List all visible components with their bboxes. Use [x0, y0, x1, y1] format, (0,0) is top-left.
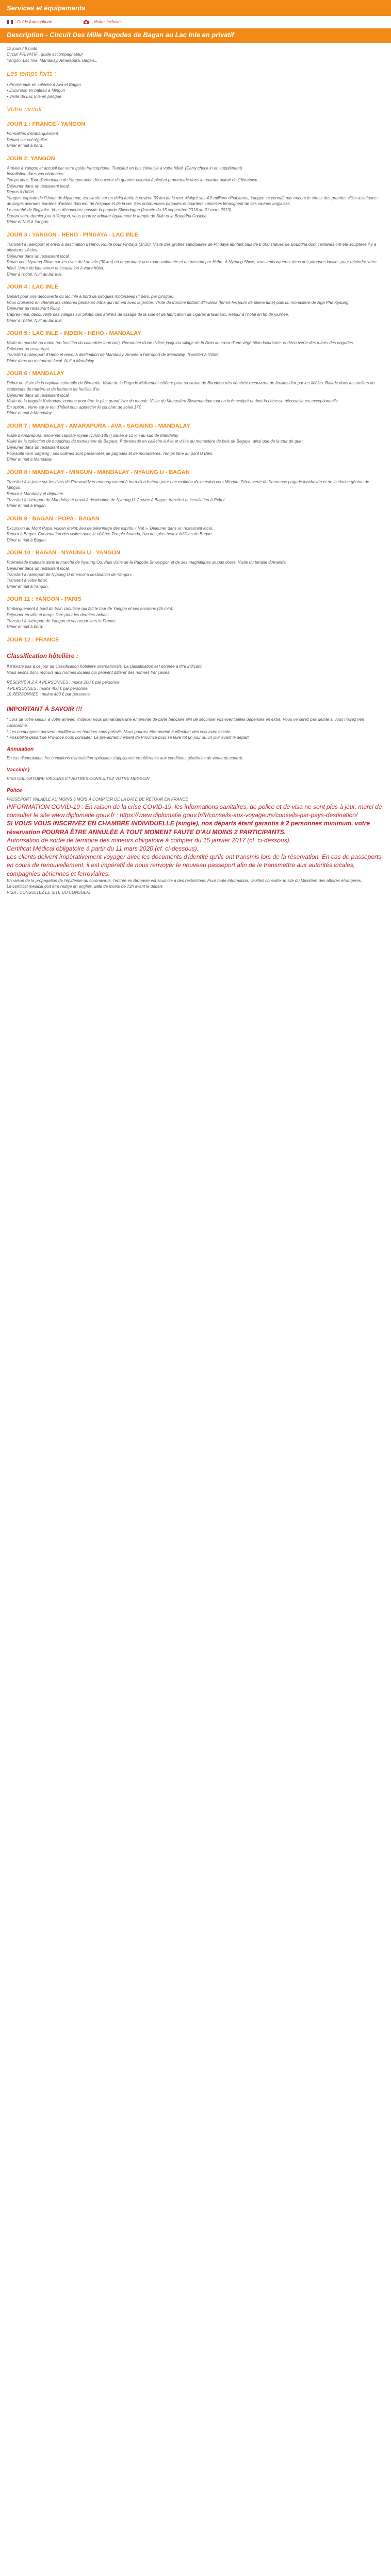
day-line: Dîner et nuit à Mandalay.	[7, 457, 53, 462]
description-bar	[0, 28, 391, 43]
important-line: * Lors de votre séjour, à votre arrivée, l'hôtelier vous demandera une empreinte de carte bancaire afin de sécuriser vos éventuelles dépenses en extra. Vous ne serez pas débité si vous n'avez rien consommé.	[7, 717, 364, 728]
day-line: Déjeuner dans un restaurant local.	[7, 253, 70, 259]
section-title: Services et équipements	[7, 4, 86, 12]
day-line: Dîner à l'hôtel. Nuit au lac Inle.	[7, 318, 63, 323]
day-heading: JOUR 3 : YANGON - HEHO - PINDAYA - LAC INLE	[7, 231, 139, 238]
intro-type: Circuit PRIVATIF , guide accompagnateur	[7, 52, 83, 57]
day-heading: JOUR 10 : BAGAN - NYAUNG U - YANGON	[7, 550, 121, 556]
footer-note: VISA : CONSULTEZ LE SITE DU CONSULAT	[7, 890, 91, 895]
guide-icon	[7, 19, 13, 25]
important-line: * Les compagnies peuvent modifier leurs horaires sans préavis. Vous pourrez être amené à effectuer des vols avec escale.	[7, 729, 232, 734]
day-line: Poursuite vers Sagaing : ses collines sont parsemées de pagodes et de monastères. Temps libre au pont U Bein.	[7, 451, 214, 456]
reservation-line: RÉSERVÉ À 2 À 4 PERSONNES : moins 200 € par personne	[7, 680, 120, 685]
day-line: Visite du marché au matin (en fonction du calendrier tournant). Remontée d'une rivière jusqu'au village de In Dein au cœur d'une végétation luxuriante, et découverte des ruines des pagodes.	[7, 341, 354, 346]
day-line: Dîner et Nuit à Yangon.	[7, 219, 50, 225]
day-line: Temps libre. Tour d'orientation de Yangon avec découverte du quartier colonial à pied et promenade dans le quartier animé de Chinatown.	[7, 177, 259, 182]
day-heading: JOUR 12 : FRANCE	[7, 636, 59, 643]
day-line: Route vers Nyaung Shwe sur les rives du Lac Inle (30 km) en empruntant une route vallonnée et en passant par Heho. À Nyaung Shwe, vous embarquerez dans des pirogues locales pour rejoindre votre hôtel. Verre de bienvenue et installation à votre hôtel.	[7, 260, 377, 271]
important-heading: IMPORTANT À SAVOIR !!!	[7, 705, 82, 713]
identity-documents: Les clients doivent impérativement voyager avec les documents d'identité qu'ils ont transmis lors de la réservation. En cas de passeports en cours de renouvellement, il est impératif de nous renvoyer le nouveau passeport afin de le transmettre aux autorités locales, compagnies aériennes et ferroviaires.	[7, 853, 382, 877]
day-line: Excursion au Mont Popa, volcan éteint, lieu de pèlerinage des esprits « Nat ». Déjeuner dans un restaurant local.	[7, 526, 213, 531]
highlights-heading: Les temps forts :	[7, 69, 57, 77]
day-line: Yangon, capitale de l'Union de Myanmar, est située sur un delta fertile à environ 30 km de la mer. Malgré ses 4,5 millions d'habitants, Yangon se connaît pas encore le stress des grandes villes asiatiques : de larges avenues bordées d'arbres donnent de l'espace et de la vie. Ses nombreuses pagodes et quartiers colonisés témoignent de ses racines anglaises.	[7, 195, 379, 207]
day-line: Départ sur vol régulier.	[7, 137, 48, 142]
day-heading: JOUR 9 : BAGAN - POPA - BAGAN	[7, 515, 100, 522]
day-line: En option : Verre sur le toit d'hôtel pour apprécier le coucher de soleil 17€	[7, 404, 141, 410]
day-line: L'après-midi, découverte des villages sur pilotis, des ateliers de tissage de la soie et de fabrication de cigares artisanaux. Retour à l'hôtel en fin de journée.	[7, 312, 289, 317]
day-line: Dîner et nuit à Mandalay.	[7, 411, 53, 416]
reservation-line: 10 PERSONNES : moins 480 € par personne	[7, 692, 90, 697]
day-line: Transfert à la jetée sur les rives de l'Irrawaddy et embarquement à bord d'un bateau pour une matinée d'excursion vers Mingun. Découverte de l'immense pagode inachevée et de la cloche géante de Mingun.	[7, 479, 369, 490]
day-line: Dîner et nuit à bord.	[7, 624, 43, 630]
highlight-item: • Visite du Lac Inle en pirogue	[7, 94, 61, 99]
day-line: Retour à Bagan. Continuation des visites avec le célèbre Temple Ananda, l'un des plus beaux édifices de Bagan.	[7, 532, 213, 537]
day-line: Déjeuner dans un restaurant local.	[7, 566, 70, 571]
vaccines-line: VISA OBLIGATOIRE VACCINS ET AUTRES CONSULTEZ VOTRE MEDECIN	[7, 776, 150, 782]
description-title: Description - Circuit Des Mille Pagodes de Bagan au Lac Inle en privatif	[7, 31, 234, 39]
day-line: Dîner et nuit à bord.	[7, 143, 43, 148]
day-line: Déjeuner dans un restaurant local.	[7, 445, 70, 450]
day-line: Retour à Mandalay et déjeuner.	[7, 491, 64, 496]
day-heading: JOUR 2: YANGON	[7, 155, 55, 162]
day-line: Transfert à l'aéroport et envol à destination d'Heho. Route pour Pindaya (1h30). Visite des grottes sanctuaires de Pindaya abritant plus de 8 000 statues de Bouddha dont certaines ont été sculptées il y a plusieurs siècles.	[7, 242, 377, 253]
medical-certificate: Certificat Médical obligatoire à partir du 11 mars 2020 (cf. ci-dessous).	[7, 844, 199, 852]
day-line: Visite de la collection de bouddhas du monastère de Bagaya. Promenade en calèche à Ava et visite du monastère de bois de Bagaya, ainsi que de la tour de guet.	[7, 439, 304, 444]
circuit-heading: Votre circuit :	[7, 105, 46, 113]
day-heading: JOUR 1 : FRANCE - YANGON	[7, 121, 86, 128]
days-list	[7, 121, 384, 645]
day-heading: JOUR 8 : MANDALAY - MINGUN - MANDALAY - NYAUNG U - BAGAN	[7, 469, 190, 476]
day-line: Promenade matinale dans le marché de Nyaung Oo. Puis visite de la Pagode Shwezigon et de ses magnifiques stupas dorés. Visite du temple d'Ananda.	[7, 560, 287, 565]
highlight-item: • Excursion en bateau à Mingun	[7, 88, 66, 93]
day-heading: JOUR 7 : MANDALAY - AMARAPURA - AVA - SAGAING - MANDALAY	[7, 422, 190, 429]
day-line: Transfert à l'aéroport de Mandalay et envol à destination de Nyaung U. Arrivée à Bagan, transfert et installation à l'hôtel.	[7, 497, 226, 502]
day-line: Dîner et nuit à Bagan.	[7, 537, 47, 543]
intro-places: Yangon, Lac Inle, Mandalay, Amarapura, Bagan...	[7, 58, 97, 63]
day-line: Arrivée à Yangon et accueil par votre guide francophone. Transfert en bus climatisé à votre hôtel. (Carry check in en supplément)	[7, 165, 242, 171]
day-line: Déjeuner dans un restaurant local.	[7, 393, 70, 398]
day-line: Embarquement à bord du train circulaire qui fait le tour de Yangon et ses environs (45 min).	[7, 606, 173, 612]
section-header	[0, 0, 391, 16]
police-line: PASSEPORT VALABLE AU MOINS 6 MOIS À COMPTER DE LA DATE DE RETOUR EN FRANCE	[7, 797, 188, 802]
minors-authorization: Autorisation de sortie de territoire des mineurs obligatoire à compter du 15 janvier 2017 (cf. ci-dessous).	[7, 836, 291, 844]
day-line: Déjeuner au restaurant.	[7, 346, 51, 351]
visits-icon	[83, 19, 89, 25]
vaccines-heading: Vaccin(s)	[7, 767, 30, 773]
cancellation-heading: Annulation	[7, 746, 34, 752]
day-line: Transfert à l'aéroport de Nyaung U et envol à destination de Yangon.	[7, 572, 132, 577]
day-heading: JOUR 11 : YANGON - PARIS	[7, 596, 82, 603]
service-label: Guide francophone	[17, 20, 53, 25]
day-heading: JOUR 4 : LAC INLE	[7, 284, 59, 291]
day-line: Durant votre dernier jour à Yangon, vous pourrez admirer également le temple de Sule et le Bouddha Couché.	[7, 213, 208, 218]
day-line: Dîner dans un restaurant local. Nuit à Mandalay.	[7, 358, 95, 363]
day-line: Dîner à l'hôtel. Nuit au lac Inle.	[7, 272, 63, 277]
day-line: Transfert à l'aéroport de Yangon et vol retour vers la France.	[7, 618, 117, 623]
day-line: Transfert à l'aéroport d'Heho et envol à destination de Mandalay. Arrivée à l'aéroport de Mandalay. Transfert à l'hôtel.	[7, 352, 220, 358]
day-line: Vous croiserez en chemin les célèbres pêcheurs Intha qui rament avec la jambe. Visite du marché flottant d'Ywama (fermé les jours de pleine lune) puis du monastère de Nga Phe Kyaung.	[7, 300, 350, 305]
day-heading: JOUR 5 : LAC INLE - INDEIN - HEHO - MANDALAY	[7, 330, 141, 337]
classification-line: Il n'existe pas à ce jour de classification hôtelière internationale. La classification est donnée à titre indicatif.	[7, 664, 203, 669]
cancellation-line: En cas d'annulation, les conditions d'annulation spéciales s'appliquent en référence aux conditions générales de vente du contrat.	[7, 756, 243, 761]
day-line: Le marché de Bogyoke. Vous découvrirez ensuite la pagode Shwedagon (fermée du 15 septembre 2018 au 31 mars 2019).	[7, 207, 233, 212]
day-line: Visite d'Amarapura, ancienne capitale royale (1782-1857) située à 12 km au sud de Mandalay.	[7, 433, 179, 438]
day-line: Formalités d'embarquement.	[7, 131, 59, 137]
footer-note: Le certificat médical doit être rédigé en anglais, daté de moins de 72h avant le départ.	[7, 884, 164, 889]
day-line: Déjeuner dans un restaurant local.	[7, 183, 70, 189]
day-line: Dîner et nuit à Yangon.	[7, 584, 49, 589]
day-line: Déjeuner en ville et temps libre pour les derniers achats.	[7, 612, 110, 617]
single-room-warning: SI VOUS VOUS INSCRIVEZ EN CHAMBRE INDIVIDUELLE (single), nos départs étant garantis à 2 personnes minimum, votre réservation POURRA ÊTRE ANNULÉE À TOUT MOMENT FAUTE D'AU MOINS 2 PARTICIPANTS.	[7, 820, 370, 836]
highlight-item: • Promenade en calèche à Ava et Bagan	[7, 82, 81, 87]
services-row	[0, 16, 391, 28]
classification-heading: Classification hôtelière :	[7, 652, 78, 659]
service-label: Visites incluses	[93, 20, 122, 25]
day-line: Installation dans vos chambres.	[7, 172, 65, 177]
day-line: Déjeuner au restaurant Ruby.	[7, 306, 61, 311]
police-heading: Police	[7, 787, 22, 793]
content	[0, 43, 391, 900]
day-line: Départ pour une découverte du lac Inle à bord de pirogues motorisées (4 pers. par pirogue).	[7, 294, 175, 299]
day-line: Visite de la pagode Kuthodaw, connue pour être le plus grand livre du monde. Visite du Monastère Shwenandaw tout en bois sculpté et dont la richesse décorative est exceptionnelle.	[7, 399, 339, 404]
footer-note: En raison de la propagation de l'épidémie du coronavirus, l'entrée en Birmanie est soumise à des restrictions. Pour toute information, veuillez consulter le site du Ministère des affaires étrangères.	[7, 878, 362, 883]
intro-duration: 12 jours / 9 nuits	[7, 46, 37, 51]
classification-line: Nous avons donc recours aux normes locales qui peuvent différer des normes françaises.	[7, 670, 171, 675]
day-line: Dîner et nuit à Bagan.	[7, 503, 47, 509]
covid-info: INFORMATION COVID-19 : En raison de la crise COVID-19, les informations sanitaires, de police et de visa ne sont plus à jour, merci de consulter le site www.diplomatie.gouv.fr : https://www.diplomatie.gouv.fr/fr/conseils-aux-voyageurs/conseils-par-pays-destination/	[7, 803, 382, 819]
important-line: * Possibilité départ de Province nous consulter. Le pré-acheminement de Province pour se faire tôt un jour ou un jour avant le départ.	[7, 735, 250, 740]
day-heading: JOUR 6 : MANDALAY	[7, 370, 64, 377]
service-visits	[83, 19, 122, 25]
day-line: Transfert à votre hôtel.	[7, 578, 48, 583]
service-guide	[7, 19, 52, 25]
reservation-line: 4 PERSONNES : moins 400 € par personne	[7, 686, 88, 691]
day-line: Repos à l'hôtel.	[7, 190, 35, 195]
day-line: Début de visite de la capitale culturelle de Birmanie. Visite de la Pagode Mahamuni célèbre pour sa statue de Bouddha très vénérée recouverte de feuilles d'or par les fidèles. Balade dans les ateliers de sculpteurs de marbre et de batteurs de feuilles d'or.	[7, 381, 375, 392]
